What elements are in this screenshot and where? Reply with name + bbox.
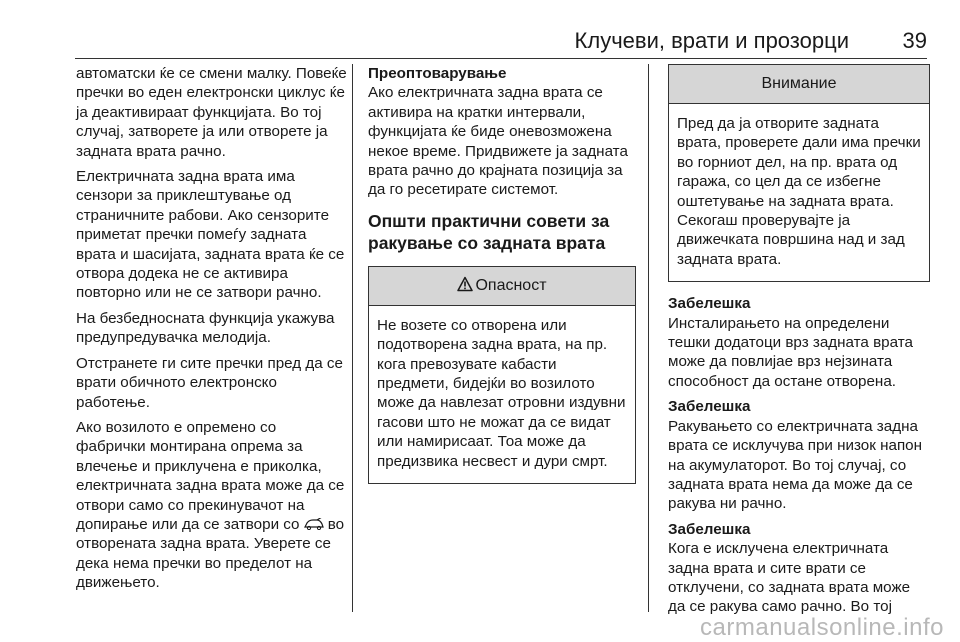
note-text: Ракувањето со електричната задна врата се исклучува при низок напон на акумулаторот. Во тој случај, со задната врата нема да може да се ракува ни рачно. — [668, 417, 922, 513]
column-divider — [352, 64, 353, 612]
paragraph-text: во отворената задна врата. Уверете се дека нема пречки во пределот на движењето. — [76, 515, 345, 592]
override-text: Ако електричната задна врата се активира на кратки интервали, функцијата ќе биде оневозможена некое време. Придвижете ја задната врата рачно до крајната позиција за да го ресетирате системот. — [368, 84, 628, 199]
car-tailgate-icon — [304, 516, 324, 528]
column-middle — [368, 64, 636, 484]
column-left — [76, 64, 348, 599]
danger-text: Не возете со отворена или подотворена задна врата, на пр. кога превозувате кабасти предмети, бидејќи во возилото може да навлезат отровни издувни гасови што не можат да се видат или намирисаат. Тоа може да предизвика несвест и дури смрт. — [377, 316, 626, 470]
column-divider — [648, 64, 649, 612]
page-header — [75, 28, 927, 58]
danger-box — [368, 266, 636, 484]
page-number: 39 — [902, 28, 927, 53]
paragraph: автоматски ќе се смени малку. Повеќе пречки во еден електронски циклус ќе ја деактивираат функцијата. Во тој случај, затворете ја или отворете ја задната врата рачно. — [76, 65, 347, 160]
note-text: Кога е исклучена електричната задна врата и сите врати се отклучени, со задната врата може да се ракува само рачно. Во тој — [668, 540, 911, 616]
page-title: Клучеви, врати и прозорци — [574, 28, 849, 53]
watermark: carmanualsonline.info — [700, 614, 944, 641]
column-right — [668, 64, 930, 623]
paragraph: Отстранете ги сите пречки пред да се врати обичното електронско работење. — [76, 354, 343, 411]
note-label: Забелешка — [668, 520, 751, 538]
override-heading: Преоптоварување — [368, 65, 507, 82]
note-block — [668, 294, 930, 617]
caution-text: Пред да ја отворите задната врата, проверете дали има пречки во горниот дел, на пр. врата од гаража, со цел да се избегне оштетување на задната врата. Секогаш проверувајте ја движечката површина над и зад задната врата. — [677, 115, 921, 268]
section-heading: Општи практични совети за ракување со задната врата — [368, 210, 610, 253]
paragraph: На безбедносната функција укажува предупредувачка мелодија. — [76, 309, 335, 347]
note-label: Забелешка — [668, 398, 751, 416]
caution-box — [668, 64, 930, 282]
paragraph — [76, 418, 348, 593]
note-text: Инсталирањето на определени тешки додатоци врз задната врата може да повлијае врз нејзината способност да остане отворена. — [668, 314, 913, 390]
danger-title: Опасност — [475, 276, 547, 294]
paragraph-text: Ако возилото е опремено со фабрички монтирана опрема за влечење и приклучена е приколка, електричната задна врата може да се отвори само со прекинувачот на допирање или да се затвори со — [76, 418, 345, 533]
paragraph: Електричната задна врата има сензори за приклештување од страничните рабови. Ако сензорите приметат пречки помеѓу задната врата и шасијата, задната врата ќе се отвора додека не се активира повторно или не се затвори рачно. — [76, 168, 345, 302]
warning-triangle-icon — [457, 269, 473, 285]
danger-box-header — [369, 267, 635, 306]
header-rule — [75, 58, 927, 59]
note-label: Забелешка — [668, 295, 751, 313]
caution-title: Внимание — [669, 65, 929, 104]
